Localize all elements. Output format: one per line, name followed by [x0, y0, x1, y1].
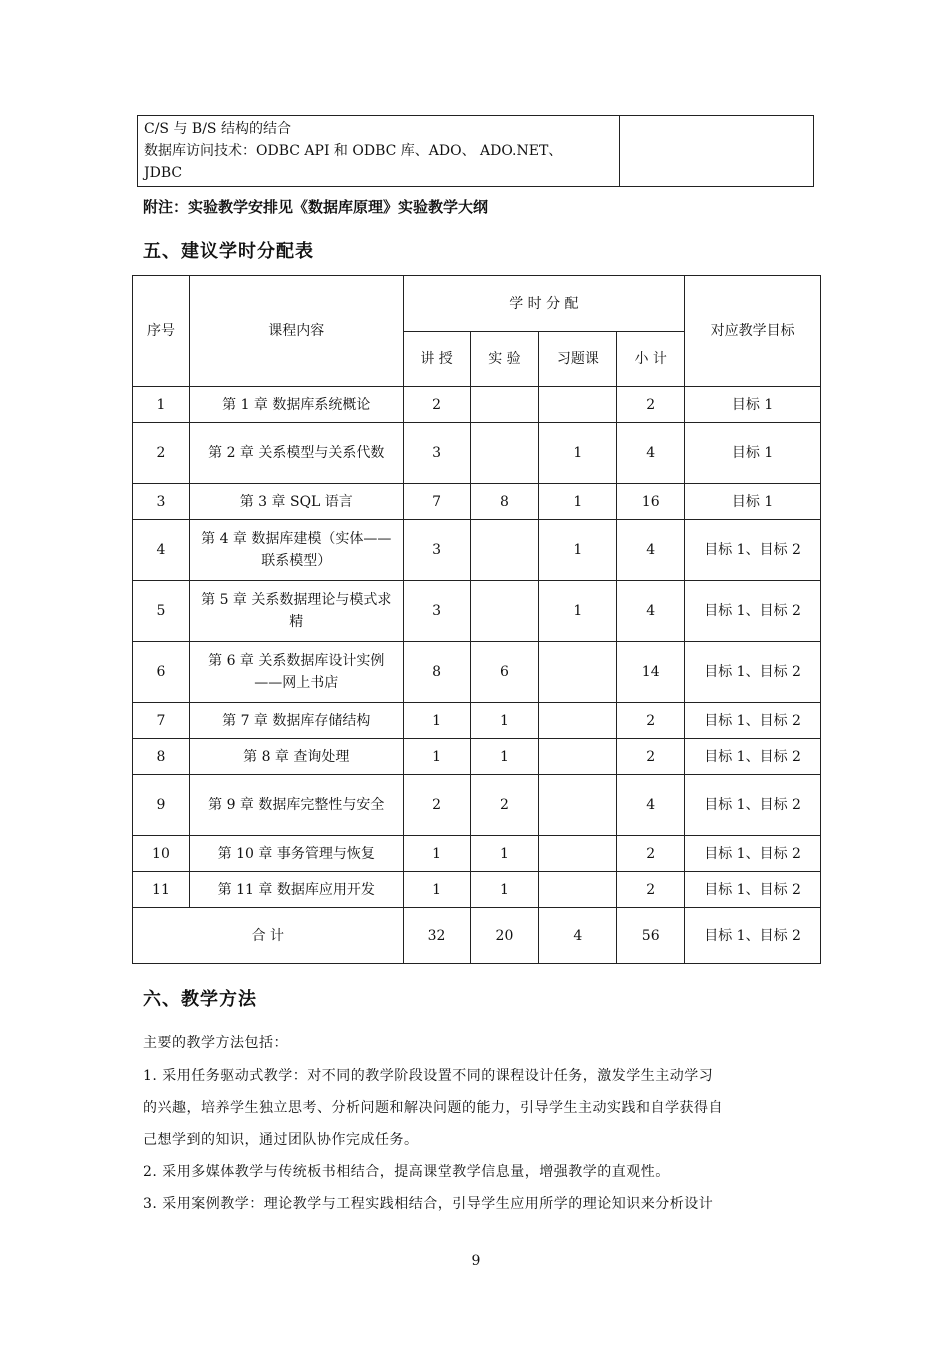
- row-subtotal: 2: [617, 836, 685, 872]
- method-1-line: 己想学到的知识，通过团队协作完成任务。: [143, 1132, 419, 1148]
- row-lab: [470, 423, 539, 484]
- row-subtotal: 4: [617, 581, 685, 642]
- table-row: [133, 423, 821, 484]
- row-seq: 1: [133, 387, 190, 423]
- method-2: 2. 采用多媒体教学与传统板书相结合，提高课堂教学信息量，增强教学的直观性。: [143, 1164, 670, 1180]
- row-lecture: 1: [403, 739, 470, 775]
- row-subtotal: 2: [617, 872, 685, 908]
- row-exercise: 1: [539, 520, 617, 581]
- row-goal: 目标 1、目标 2: [685, 703, 821, 739]
- continuation-table: [137, 115, 814, 187]
- row-lecture: 3: [403, 423, 470, 484]
- row-seq: 4: [133, 520, 190, 581]
- row-lab: [470, 581, 539, 642]
- section-5-heading: 五、建议学时分配表: [143, 241, 314, 262]
- row-subtotal: 4: [617, 520, 685, 581]
- row-content: 第 1 章 数据库系统概论: [189, 387, 403, 423]
- table-row: [133, 484, 821, 520]
- table-row: [133, 387, 821, 423]
- header-lecture: 讲 授: [403, 332, 470, 387]
- row-subtotal: 16: [617, 484, 685, 520]
- row-exercise: [539, 739, 617, 775]
- row-seq: 11: [133, 872, 190, 908]
- header-seq: 序号: [133, 276, 190, 387]
- table-row: [133, 836, 821, 872]
- row-lecture: 1: [403, 836, 470, 872]
- table-row: [133, 703, 821, 739]
- row-lecture: 7: [403, 484, 470, 520]
- row-content: 第 4 章 数据库建模（实体——联系模型）: [189, 520, 403, 581]
- row-exercise: [539, 642, 617, 703]
- row-subtotal: 4: [617, 775, 685, 836]
- row-seq: 3: [133, 484, 190, 520]
- row-seq: 10: [133, 836, 190, 872]
- row-subtotal: 2: [617, 739, 685, 775]
- header-exercise: 习题课: [539, 332, 617, 387]
- row-seq: 9: [133, 775, 190, 836]
- row-subtotal: 14: [617, 642, 685, 703]
- row-lab: [470, 520, 539, 581]
- row-lecture: 2: [403, 387, 470, 423]
- total-row: [133, 908, 821, 964]
- row-lab: 1: [470, 836, 539, 872]
- row-content: 第 2 章 关系模型与关系代数: [189, 423, 403, 484]
- total-exercise: 4: [539, 908, 617, 964]
- continuation-empty-cell: [620, 116, 814, 187]
- row-lab: 1: [470, 739, 539, 775]
- section-6-heading: 六、教学方法: [143, 989, 257, 1010]
- row-goal: 目标 1、目标 2: [685, 836, 821, 872]
- methods-intro: 主要的教学方法包括：: [143, 1035, 288, 1051]
- lab-note: 附注：实验教学安排见《数据库原理》实验教学大纲: [143, 198, 489, 216]
- row-exercise: 1: [539, 423, 617, 484]
- row-goal: 目标 1、目标 2: [685, 775, 821, 836]
- table-row: [133, 775, 821, 836]
- row-lab: [470, 387, 539, 423]
- row-seq: 8: [133, 739, 190, 775]
- table-row: [133, 872, 821, 908]
- row-goal: 目标 1: [685, 387, 821, 423]
- header-hours-group: 学 时 分 配: [403, 276, 685, 332]
- row-lecture: 1: [403, 872, 470, 908]
- row-goal: 目标 1、目标 2: [685, 642, 821, 703]
- row-goal: 目标 1、目标 2: [685, 872, 821, 908]
- row-exercise: [539, 387, 617, 423]
- row-seq: 7: [133, 703, 190, 739]
- table-row: [133, 739, 821, 775]
- row-exercise: [539, 836, 617, 872]
- row-seq: 2: [133, 423, 190, 484]
- row-exercise: 1: [539, 581, 617, 642]
- table-row: [133, 520, 821, 581]
- row-content: 第 8 章 查询处理: [189, 739, 403, 775]
- row-subtotal: 2: [617, 703, 685, 739]
- header-goal: 对应教学目标: [685, 276, 821, 387]
- row-content: 第 5 章 关系数据理论与模式求精: [189, 581, 403, 642]
- row-lecture: 3: [403, 581, 470, 642]
- total-subtotal: 56: [617, 908, 685, 964]
- header-lab: 实 验: [470, 332, 539, 387]
- row-seq: 6: [133, 642, 190, 703]
- row-goal: 目标 1: [685, 484, 821, 520]
- row-content: 第 3 章 SQL 语言: [189, 484, 403, 520]
- row-goal: 目标 1: [685, 423, 821, 484]
- row-goal: 目标 1、目标 2: [685, 520, 821, 581]
- row-content: 第 10 章 事务管理与恢复: [189, 836, 403, 872]
- total-goal: 目标 1、目标 2: [685, 908, 821, 964]
- row-lecture: 2: [403, 775, 470, 836]
- row-lab: 1: [470, 703, 539, 739]
- content-line: JDBC: [144, 165, 183, 181]
- method-1-line: 1. 采用任务驱动式教学：对不同的教学阶段设置不同的课程设计任务，激发学生主动学习: [143, 1068, 714, 1084]
- row-content: 第 7 章 数据库存储结构: [189, 703, 403, 739]
- row-content: 第 11 章 数据库应用开发: [189, 872, 403, 908]
- method-3-line: 3. 采用案例教学：理论教学与工程实践相结合，引导学生应用所学的理论知识来分析设计: [143, 1196, 714, 1212]
- header-content: 课程内容: [189, 276, 403, 387]
- row-goal: 目标 1、目标 2: [685, 581, 821, 642]
- row-content: 第 9 章 数据库完整性与安全: [189, 775, 403, 836]
- row-exercise: [539, 775, 617, 836]
- total-label: 合 计: [133, 908, 404, 964]
- table-row: [133, 642, 821, 703]
- page-number: 9: [471, 1253, 481, 1269]
- row-lecture: 1: [403, 703, 470, 739]
- method-1-line: 的兴趣，培养学生独立思考、分析问题和解决问题的能力，引导学生主动实践和自学获得自: [143, 1100, 723, 1116]
- content-line: 数据库访问技术：ODBC API 和 ODBC 库、ADO、 ADO.NET、: [144, 143, 563, 159]
- row-subtotal: 4: [617, 423, 685, 484]
- row-content: 第 6 章 关系数据库设计实例——网上书店: [189, 642, 403, 703]
- row-goal: 目标 1、目标 2: [685, 739, 821, 775]
- header-subtotal: 小 计: [617, 332, 685, 387]
- total-lab: 20: [470, 908, 539, 964]
- row-exercise: [539, 703, 617, 739]
- row-lab: 6: [470, 642, 539, 703]
- row-lab: 2: [470, 775, 539, 836]
- content-line: C/S 与 B/S 结构的结合: [144, 121, 291, 137]
- hours-allocation-table: [132, 275, 821, 964]
- table-row: [133, 581, 821, 642]
- row-lecture: 3: [403, 520, 470, 581]
- row-subtotal: 2: [617, 387, 685, 423]
- row-lab: 1: [470, 872, 539, 908]
- total-lecture: 32: [403, 908, 470, 964]
- row-exercise: 1: [539, 484, 617, 520]
- row-lab: 8: [470, 484, 539, 520]
- row-exercise: [539, 872, 617, 908]
- row-seq: 5: [133, 581, 190, 642]
- row-lecture: 8: [403, 642, 470, 703]
- continuation-content-cell: [138, 116, 620, 187]
